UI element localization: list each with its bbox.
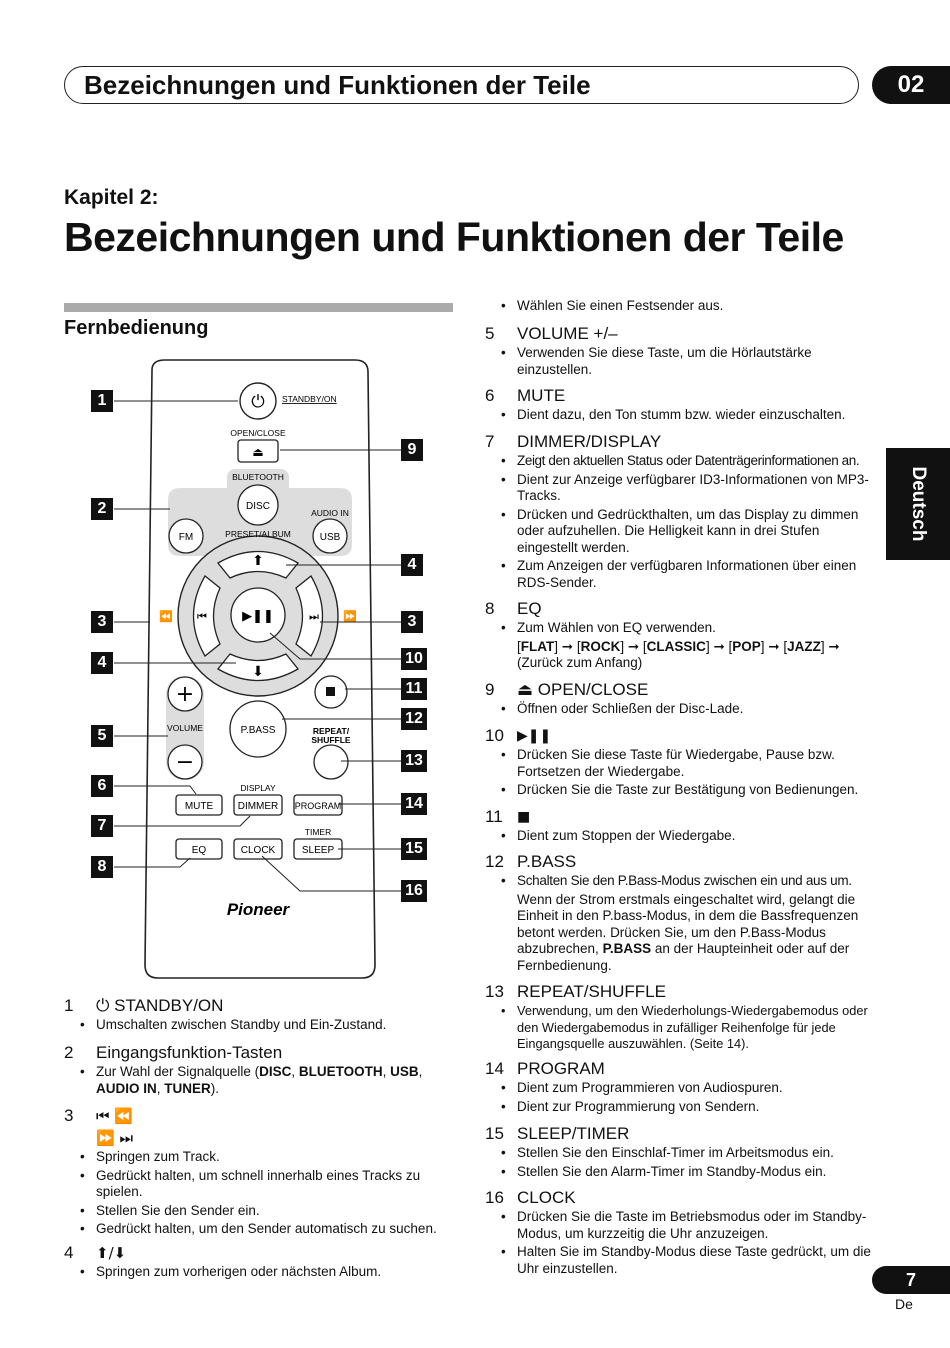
callout-1: 1 bbox=[91, 390, 113, 412]
eject-icon: ⏏ bbox=[517, 680, 538, 699]
item-title: EQ bbox=[517, 599, 542, 618]
prev-track-icon: ⏮ bbox=[197, 610, 207, 623]
callout-2: 2 bbox=[91, 498, 113, 520]
header-title: Bezeichnungen und Funktionen der Teile bbox=[84, 70, 591, 100]
audio-in-label: AUDIO IN bbox=[311, 508, 349, 518]
stop-icon bbox=[326, 687, 335, 696]
item-4 bbox=[64, 1242, 459, 1283]
callout-3-right: 3 bbox=[401, 611, 423, 633]
item-title: SLEEP/TIMER bbox=[517, 1124, 630, 1143]
item-title: REPEAT/SHUFFLE bbox=[517, 982, 666, 1001]
item-number: 13 bbox=[485, 982, 504, 1001]
item-number: 3 bbox=[64, 1106, 74, 1125]
callout-12: 12 bbox=[401, 708, 427, 730]
clock-label: CLOCK bbox=[240, 845, 276, 856]
next-track-icon: ⏭ bbox=[309, 610, 319, 623]
callout-9: 9 bbox=[401, 439, 423, 461]
item-title: VOLUME +/– bbox=[517, 324, 618, 343]
up-arrow-icon: ⬆ bbox=[252, 553, 264, 569]
fm-label: FM bbox=[178, 532, 194, 543]
bullet: • Gedrückt halten, um den Sender automatisch zu suchen. bbox=[64, 1221, 459, 1238]
preset-album-label: PRESET/ALBUM bbox=[225, 529, 291, 539]
item-16 bbox=[485, 1187, 880, 1279]
callout-4-left: 4 bbox=[91, 652, 113, 674]
bullet: • Zum Wählen von EQ verwenden. bbox=[485, 620, 880, 637]
bullet: • Schalten Sie den P.Bass-Modus zwischen ein und aus um. bbox=[485, 873, 880, 890]
item-6 bbox=[485, 385, 880, 426]
bullet: • Drücken Sie die Taste im Betriebsmodus oder im Standby-Modus, um kurzzeitig die Uhr anzuzeigen. bbox=[485, 1209, 880, 1242]
item-number: 8 bbox=[485, 599, 495, 618]
repeat-label: REPEAT/ bbox=[312, 726, 350, 736]
item-title: MUTE bbox=[517, 386, 566, 405]
item-title: STANDBY/ON bbox=[114, 996, 224, 1015]
language-tab bbox=[886, 448, 950, 560]
item-7 bbox=[485, 431, 880, 593]
play-pause-icon: ▶❚❚ bbox=[517, 728, 552, 744]
item-title: CLOCK bbox=[517, 1188, 576, 1207]
bullet: • Drücken und Gedrückthalten, um das Display zu dimmen oder aufzuhellen. Die Helligkeit kann in drei Stufen eingestellt werden. bbox=[485, 507, 880, 557]
callout-8: 8 bbox=[91, 856, 113, 878]
bullet: • Öffnen oder Schließen der Disc-Lade. bbox=[485, 701, 880, 718]
bullet: • Zur Wahl der Signalquelle (DISC, BLUETOOTH, USB, AUDIO IN, TUNER). bbox=[64, 1064, 459, 1097]
bullet: • Wählen Sie einen Festsender aus. bbox=[485, 298, 880, 315]
item-2 bbox=[64, 1042, 459, 1099]
bullet: • Zum Anzeigen der verfügbaren Informationen über einen RDS-Sender. bbox=[485, 558, 880, 591]
item-number: 1 bbox=[64, 996, 74, 1015]
callout-16: 16 bbox=[401, 880, 427, 902]
bullet: • Stellen Sie den Einschlaf-Timer im Arbeitsmodus ein. bbox=[485, 1145, 880, 1162]
bullet: • Drücken Sie diese Taste für Wiedergabe, Pause bzw. Fortsetzen der Wiedergabe. bbox=[485, 747, 880, 780]
bullet: • Umschalten zwischen Standby und Ein-Zustand. bbox=[64, 1017, 459, 1034]
bullet: • Verwenden Sie diese Taste, um die Hörlautstärke einzustellen. bbox=[485, 345, 880, 378]
fast-forward-icon: ⏩ bbox=[343, 610, 357, 623]
pbass-label: P.BASS bbox=[240, 725, 276, 736]
item-14 bbox=[485, 1058, 880, 1117]
bullet: • Verwendung, um den Wiederholungs-Wiedergabemodus oder den Wiedergabemodus in zufälliger Reihenfolge für jede Eingangsquelle auszuwählen. (Seite 14). bbox=[485, 1003, 880, 1053]
usb-label: USB bbox=[319, 532, 341, 543]
callout-11: 11 bbox=[401, 678, 427, 700]
bullet: • Zeigt den aktuellen Status oder Datenträgerinformationen an. bbox=[485, 453, 880, 470]
item-number: 2 bbox=[64, 1043, 74, 1062]
bullet: • Stellen Sie den Alarm-Timer im Standby-Modus ein. bbox=[485, 1164, 880, 1181]
down-arrow-icon: ⬇ bbox=[252, 664, 264, 680]
bullet: • Halten Sie im Standby-Modus diese Taste gedrückt, um die Uhr einzustellen. bbox=[485, 1244, 880, 1277]
item-15 bbox=[485, 1123, 880, 1182]
disc-label: DISC bbox=[246, 501, 270, 512]
section-title: Fernbedienung bbox=[64, 317, 209, 339]
callout-6: 6 bbox=[91, 775, 113, 797]
item-number: 10 bbox=[485, 726, 504, 745]
item-number: 16 bbox=[485, 1188, 504, 1207]
skip-icons-2: ⏩ ⏭ bbox=[96, 1129, 133, 1147]
bullet: • Springen zum Track. bbox=[64, 1149, 459, 1166]
item-number: 5 bbox=[485, 324, 495, 343]
callout-4-right: 4 bbox=[401, 554, 423, 576]
item-number: 4 bbox=[64, 1243, 74, 1262]
mute-label: MUTE bbox=[184, 801, 214, 812]
bullet: • Dient zur Programmierung von Sendern. bbox=[485, 1099, 880, 1116]
item-8 bbox=[485, 598, 880, 674]
program-label: PROGRAM bbox=[294, 801, 342, 811]
item-9 bbox=[485, 679, 880, 720]
eq-label: EQ bbox=[191, 845, 207, 856]
item-number: 12 bbox=[485, 852, 504, 871]
chapter-badge: 02 bbox=[872, 66, 950, 104]
page-number: 7 bbox=[872, 1266, 950, 1294]
pioneer-logo: Pioneer bbox=[226, 900, 290, 919]
item-12 bbox=[485, 851, 880, 976]
chapter-title: Bezeichnungen und Funktionen der Teile bbox=[64, 214, 844, 260]
minus-icon: − bbox=[175, 750, 195, 775]
item-1 bbox=[64, 995, 459, 1036]
eq-sequence: [FLAT] ➞ [ROCK] ➞ [CLASSIC] ➞ [POP] ➞ [JAZZ] ➞ (Zurück zum Anfang) bbox=[517, 638, 840, 670]
volume-label: VOLUME bbox=[167, 723, 203, 733]
shuffle-label: SHUFFLE bbox=[311, 735, 351, 745]
up-down-icons: ⬆/⬇ bbox=[96, 1244, 127, 1262]
bullet: • Gedrückt halten, um schnell innerhalb eines Tracks zu spielen. bbox=[64, 1168, 459, 1201]
power-icon: ⏻ bbox=[96, 996, 115, 1015]
callout-7: 7 bbox=[91, 815, 113, 837]
callout-3-left: 3 bbox=[91, 611, 113, 633]
callout-15: 15 bbox=[401, 838, 427, 860]
item-title: OPEN/CLOSE bbox=[537, 680, 649, 699]
item-title: P.BASS bbox=[517, 852, 577, 871]
item-10 bbox=[485, 725, 880, 801]
item-5 bbox=[485, 323, 880, 380]
bullet: • Dient zur Anzeige verfügbarer ID3-Informationen von MP3-Tracks. bbox=[485, 472, 880, 505]
bullet: • Stellen Sie den Sender ein. bbox=[64, 1203, 459, 1220]
rewind-icon: ⏪ bbox=[159, 610, 173, 623]
bullet: • Dient zum Stoppen der Wiedergabe. bbox=[485, 828, 880, 845]
eject-icon: ⏏ bbox=[252, 445, 264, 459]
open-close-label: OPEN/CLOSE bbox=[230, 428, 286, 438]
item-title: Eingangsfunktion-Tasten bbox=[96, 1043, 283, 1062]
stop-icon: ■ bbox=[517, 809, 531, 825]
section-rule bbox=[64, 303, 453, 312]
skip-icons-1: ⏮ ⏪ bbox=[96, 1107, 133, 1125]
item-number: 14 bbox=[485, 1059, 504, 1078]
callout-13: 13 bbox=[401, 750, 427, 772]
plus-icon: + bbox=[175, 682, 195, 707]
power-icon: ⏻ bbox=[251, 392, 265, 412]
standby-label: STANDBY/ON bbox=[282, 394, 337, 404]
item-3 bbox=[64, 1105, 459, 1240]
bullet: • Dient zum Programmieren von Audiospuren. bbox=[485, 1080, 880, 1097]
language-tab-label: Deutsch bbox=[908, 466, 929, 542]
item-title: DIMMER/DISPLAY bbox=[517, 432, 662, 451]
item-number: 7 bbox=[485, 432, 495, 451]
display-label: DISPLAY bbox=[240, 783, 276, 793]
item-13 bbox=[485, 981, 880, 1055]
dimmer-label: DIMMER bbox=[237, 801, 279, 812]
item-title: PROGRAM bbox=[517, 1059, 605, 1078]
callout-10: 10 bbox=[401, 648, 427, 670]
play-pause-icon: ▶❚❚ bbox=[242, 609, 274, 624]
item-number: 9 bbox=[485, 680, 495, 699]
item-number: 11 bbox=[485, 807, 503, 826]
bullet: • Drücken Sie die Taste zur Bestätigung von Bedienungen. bbox=[485, 782, 880, 799]
pbass-paragraph: Wenn der Strom erstmals eingeschaltet wird, gelangt die Einheit in den P.bass-Modus, in dem die Bassfrequenzen betont werden. Drücken Sie, um den P.Bass-Modus abzubrechen, P.BASS an der Haupteinheit oder auf der Fernbedienung. bbox=[517, 891, 859, 973]
page-language: De bbox=[895, 1296, 913, 1312]
timer-label: TIMER bbox=[304, 827, 332, 837]
chapter-label: Kapitel 2: bbox=[64, 186, 159, 209]
item-number: 6 bbox=[485, 386, 495, 405]
item-4-cont bbox=[485, 298, 880, 317]
callout-5: 5 bbox=[91, 725, 113, 747]
sleep-label: SLEEP bbox=[301, 845, 335, 856]
repeat-shuffle-button bbox=[314, 745, 348, 779]
callout-14: 14 bbox=[401, 793, 427, 815]
item-11 bbox=[485, 806, 880, 847]
remote-diagram bbox=[64, 355, 444, 985]
bluetooth-label: BLUETOOTH bbox=[232, 472, 284, 482]
bullet: • Dient dazu, den Ton stumm bzw. wieder einzuschalten. bbox=[485, 407, 880, 424]
bullet: • Springen zum vorherigen oder nächsten Album. bbox=[64, 1264, 459, 1281]
item-number: 15 bbox=[485, 1124, 504, 1143]
